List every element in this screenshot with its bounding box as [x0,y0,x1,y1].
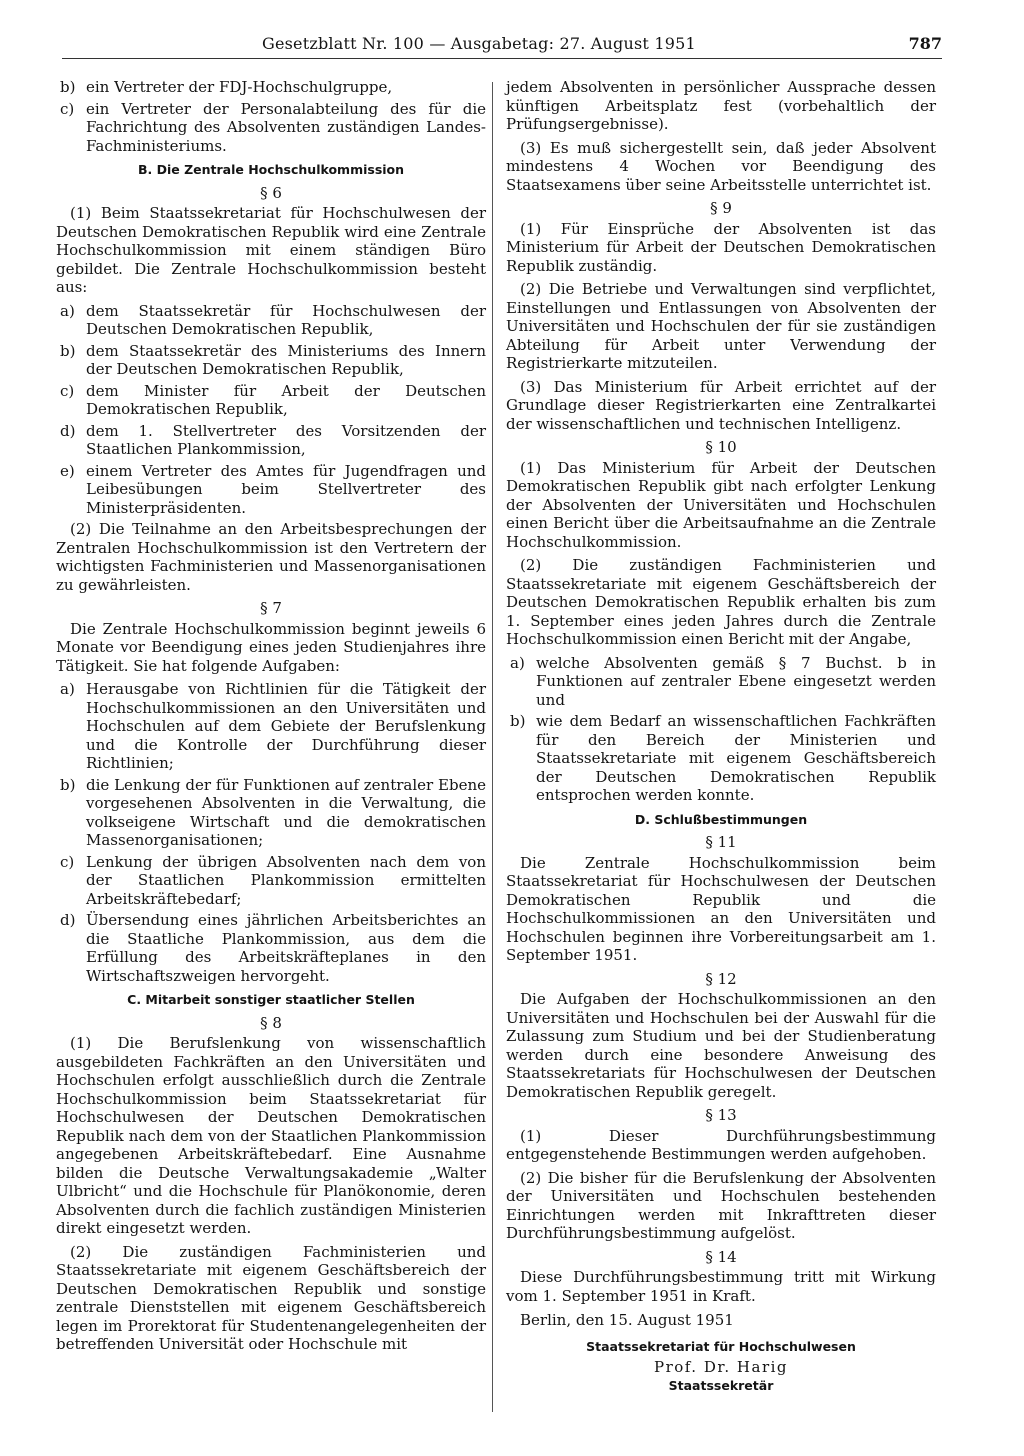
column-divider [492,82,493,1412]
list-label: b) [60,775,76,794]
list-text: dem Minister für Arbeit der Deutschen Demokratischen Republik, [86,381,486,418]
section-14-heading: § 14 [705,1247,737,1266]
list-label: c) [60,381,75,400]
list-item [56,853,486,909]
list-label: d) [60,421,76,440]
section-b-title: B. Die Zentrale Hochschulkommission [137,162,405,177]
list-item [506,654,936,710]
section-12-heading: § 12 [705,969,737,988]
paragraph: Die Zentrale Hochschulkommission beginnt jeweils 6 Monate vor Beendigung eines jeden Studienjahres ihre Tätigkeit. Sie hat folgende Aufgaben: [56,619,486,675]
list-label: c) [60,99,75,118]
list-item [56,911,486,985]
signature-organization: Staatssekretariat für Hochschulwesen [586,1338,856,1354]
paragraph: Diese Durchführungsbestimmung tritt mit Wirkung vom 1. September 1951 in Kraft. [506,1268,936,1305]
paragraph: (2) Die zuständigen Fachministerien und Staatssekretariate mit eigenem Geschäftsbereich der Deutschen Demokratischen Republik und sonstige zentrale Dienststellen mit eigenem Geschäftsbereich legen im Prorektorat für Studentenangelegenheiten der betreffenden Universität oder Hochschule mit [56,1242,486,1353]
header-title: Gesetzblatt Nr. 100 — Ausgabetag: 27. August 1951 [262,34,696,53]
page-number: 787 [908,34,942,53]
paragraph: (1) Dieser Durchführungsbestimmung entgegenstehende Bestimmungen werden aufgehoben. [506,1126,936,1163]
header-rule [62,58,942,59]
paragraph: (1) Die Berufslenkung von wissenschaftlich ausgebildeten Fachkräften an den Universitäten und Hochschulen erfolgt ausschließlich durch die Zentrale Hochschulkommission beim Staatssekretariat für Hochschulwesen der Deutschen Demokratischen Republik nach dem von der Staatlichen Plankommission angegebenen Arbeitskräftebedarf. Eine Ausnahme bilden die Deutsche Verwaltungsakademie „Walter Ulbricht“ und die Hochschule für Planökonomie, deren Absolventen durch die fachlich zuständigen Ministerien direkt eingesetzt werden. [56,1034,486,1237]
list-label: c) [60,852,75,871]
list-text: dem Staatssekretär des Ministeriums des Innern der Deutschen Demokratischen Republik, [86,341,486,378]
paragraph: (1) Das Ministerium für Arbeit der Deutschen Demokratischen Republik gibt nach erfolgter Lenkung der Absolventen der Universitäten und Hochschulen einen Bericht über die Arbeitsaufnahme an die Zentrale Hochschulkommission. [506,458,936,551]
section-10-heading: § 10 [705,438,737,456]
list-label: b) [60,78,76,96]
list-label: a) [60,301,75,320]
paragraph: (2) Die zuständigen Fachministerien und Staatssekretariate mit eigenem Geschäftsbereich der Deutschen Demokratischen Republik erhalten bis zum 1. September eines jeden Jahres durch die Zentrale Hochschulkommission einen Bericht mit der Angabe, [506,556,936,648]
section-8-heading: § 8 [260,1013,282,1032]
section-c-title: C. Mitarbeit sonstiger staatlicher Stellen [127,992,415,1007]
list-text: dem 1. Stellvertreter des Vorsitzenden der Staatlichen Plankommission, [86,421,486,458]
signature-role: Staatssekretär [668,1377,774,1393]
list-label: a) [60,680,75,698]
paragraph: Die Zentrale Hochschulkommission beim Staatssekretariat für Hochschulwesen der Deutschen Demokratischen Republik und die Hochschulkommissionen an den Universitäten und Hochschulen beginnen ihre Vorbereitungsarbeit am 1. September 1951. [506,853,936,964]
list-text: welche Absolventen gemäß § 7 Buchst. b in Funktionen auf zentraler Ebene eingesetzt werden und [536,653,936,709]
right-column [506,78,936,1395]
list-text: ein Vertreter der FDJ-Hochschulgruppe, [86,78,393,96]
paragraph: (1) Für Einsprüche der Absolventen ist das Ministerium für Arbeit der Deutschen Demokratischen Republik zuständig. [506,219,936,275]
list-item [56,100,486,156]
section-9-heading: § 9 [710,199,732,217]
signature-name: Prof. Dr. Harig [653,1358,789,1376]
section-d-title: D. Schlußbestimmungen [634,811,808,827]
page-header [62,22,942,68]
paragraph: (1) Beim Staatssekretariat für Hochschulwesen der Deutschen Demokratischen Republik wird eine Zentrale Hochschulkommission mit einem ständigen Büro gebildet. Die Zentrale Hochschulkommission besteht aus: [56,204,486,296]
list-label: a) [510,653,525,672]
list-label: d) [60,911,76,929]
section-11-heading: § 11 [705,833,737,851]
paragraph: (2) Die Betriebe und Verwaltungen sind verpflichtet, Einstellungen und Entlassungen von Absolventen der Universitäten und Hochschulen der für sie zuständigen Abteilung für Arbeit unter Verwendung der Registrierkarte mitzuteilen. [506,280,936,372]
list-item [56,462,486,518]
list-label: b) [60,341,76,360]
list-text: Übersendung eines jährlichen Arbeitsberichtes an die Staatliche Plankommission, aus dem die Erfüllung des Arbeitskräfteplanes in den Wirtschaftszweigen hervorgeht. [86,911,486,985]
section-7-heading: § 7 [260,599,282,617]
paragraph: (3) Das Ministerium für Arbeit errichtet auf der Grundlage dieser Registrierkarten eine Zentralkartei der wissenschaftlichen und technischen Intelligenz. [506,377,936,433]
list-text: die Lenkung der für Funktionen auf zentraler Ebene vorgesehenen Absolventen in die Verwaltung, die volkseigene Wirtschaft und die demokratischen Massenorganisationen; [86,775,486,849]
list-item [56,776,486,850]
paragraph: (3) Es muß sichergestellt sein, daß jeder Absolvent mindestens 4 Wochen vor Beendigung des Staatsexamens über seine Arbeitsstelle unterrichtet ist. [506,138,936,194]
paragraph: (2) Die Teilnahme an den Arbeitsbesprechungen der Zentralen Hochschulkommission ist den Vertretern der wichtigsten Fachministerien und Massenorganisationen zu gewährleisten. [56,520,486,594]
list-item [56,680,486,773]
list-item [506,712,936,805]
list-text: wie dem Bedarf an wissenschaftlichen Fachkräften für den Bereich der Ministerien und Staatssekretariate mit eigenem Geschäftsbereich der Deutschen Demokratischen Republik entsprochen werden konnte. [536,712,936,804]
section-13-heading: § 13 [705,1106,737,1124]
paragraph: Die Aufgaben der Hochschulkommissionen an den Universitäten und Hochschulen bei der Auswahl für die Zulassung zum Studium und bei der Studienberatung werden durch eine besondere Anweisung des Staatssekretariats für Hochschulwesen der Deutschen Demokratischen Republik geregelt. [506,990,936,1101]
date-line: Berlin, den 15. August 1951 [520,1311,734,1329]
paragraph: (2) Die bisher für die Berufslenkung der Absolventen der Universitäten und Hochschulen bestehenden Einrichtungen werden mit Inkrafttreten dieser Durchführungsbestimmung aufgelöst. [506,1168,936,1242]
list-item [56,302,486,339]
list-label: b) [510,712,526,730]
list-label: e) [60,461,75,480]
list-text: einem Vertreter des Amtes für Jugendfragen und Leibesübungen beim Stellvertreter des Ministerpräsidenten. [86,461,486,517]
list-item [56,78,486,97]
list-text: ein Vertreter der Personalabteilung des für die Fachrichtung des Absolventen zuständigen Landes-Fachministeriums. [86,99,486,155]
section-6-heading: § 6 [260,183,282,202]
paragraph: jedem Absolventen in persönlicher Aussprache dessen künftigen Arbeitsplatz fest (vorbehaltlich der Prüfungsergebnisse). [506,78,936,133]
list-item [56,422,486,459]
list-text: dem Staatssekretär für Hochschulwesen der Deutschen Demokratischen Republik, [86,301,486,338]
list-text: Lenkung der übrigen Absolventen nach dem von der Staatlichen Plankommission ermittelten Arbeitskräftebedarf; [86,852,486,908]
left-column [56,78,486,1359]
list-item [56,382,486,419]
list-item [56,342,486,379]
list-text: Herausgabe von Richtlinien für die Tätigkeit der Hochschulkommissionen an den Universitäten und Hochschulen auf dem Gebiete der Berufslenkung und die Kontrolle der Durchführung dieser Richtlinien; [86,680,486,772]
